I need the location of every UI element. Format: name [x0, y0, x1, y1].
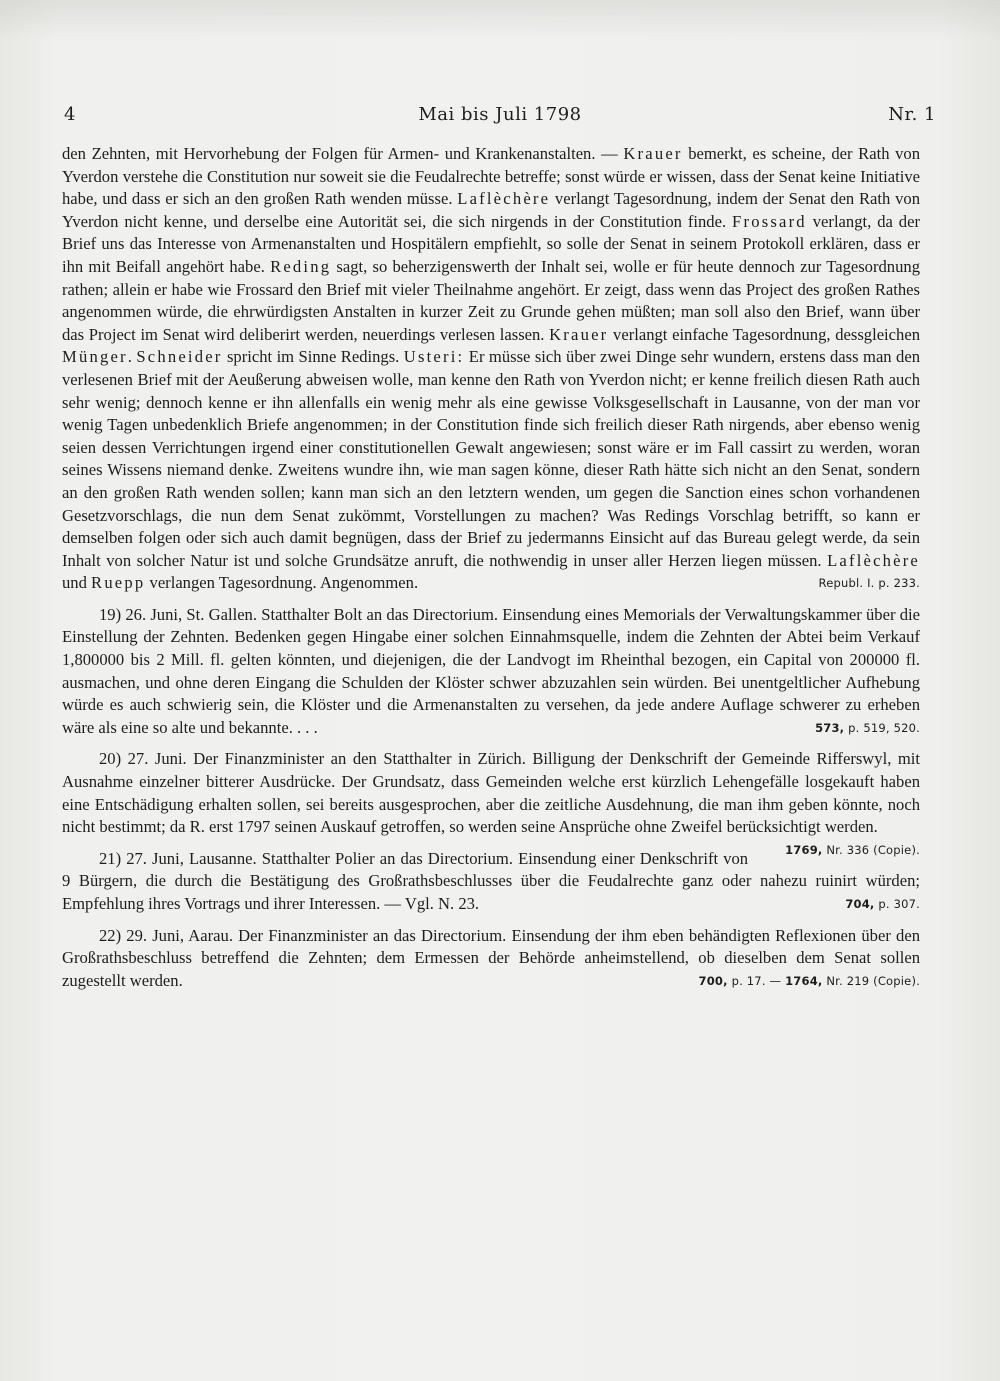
body-text [62, 143, 920, 992]
entry-19 [62, 604, 920, 740]
speaker-name: Frossard [732, 211, 807, 231]
source-reference: 1769, Nr. 336 (Copie). [785, 842, 920, 857]
text-segment: sagt, so beherzigenswerth der Inhalt sei, wolle er für heute dennoch zur Tagesordnung rathen; allein er habe wie Frossard den Brief mit vieler Theilnahme angehört. Er zeigt, dass wenn das Project des großen Rathes angenommen würde, die ehrwürdigsten Anstalten in kurzer Zeit zu Grunde gehen müßten; man soll also den Brief, wann über das Project im Senat wird deliberirt werden, neuerdings verlesen lassen. [62, 256, 920, 344]
speaker-name: Laflèchère [457, 189, 551, 209]
running-header [62, 104, 938, 128]
entry-20 [62, 748, 920, 857]
speaker-name: Münger [62, 347, 128, 367]
text-segment: den Zehnten, mit Hervorhebung der Folgen für Armen- und Krankenanstalten. — [62, 144, 624, 163]
page-number: 4 [64, 104, 76, 125]
speaker-name: Usteri: [403, 347, 465, 367]
source-reference: 700, p. 17. — 1764, Nr. 219 (Copie). [698, 973, 920, 988]
scan-shadow [0, 0, 1000, 40]
paragraph-senate-debate [62, 143, 920, 595]
speaker-name: Laflèchère [827, 550, 920, 570]
entry-text: 21) 27. Juni, Lausanne. Statthalter Polier an das Directorium. Einsendung einer Denkschrift von 9 Bürgern, die durch die Bestätigung des Großrathsbeschlusses über die Feudalrechte ganz oder nahezu ruinirt würden; Empfehlung ihres Vortrags und ihrer Interessen. — Vgl. N. 23. [62, 848, 920, 913]
speaker-name: Schneider [136, 347, 223, 367]
running-title: Mai bis Juli 1798 [418, 104, 582, 125]
section-number: Nr. 1 [888, 104, 936, 125]
source-reference: Republ. I. p. 233. [818, 576, 920, 591]
source-reference: 704, p. 307. [845, 897, 920, 911]
text-segment: verlangt einfache Tagesordnung, dessgleichen [608, 324, 920, 344]
text-segment: verlangt Tagesordnung, indem der Senat den Rath von Yverdon nicht kenne, und derselbe eine Autorität sei, die sich nirgends in der Constitution finde. [62, 189, 920, 231]
text-segment: . [127, 347, 137, 367]
entry-text: 22) 29. Juni, Aarau. Der Finanzminister an das Directorium. Einsendung der ihm eben behändigten Reflexionen über den Großrathsbeschluss betreffend die Zehnten; dem Ermessen der Behörde anheimstellend, ob dieselben dem Senat sollen zugestellt werden. [62, 925, 920, 990]
speaker-name: Krauer [549, 324, 609, 344]
entry-text: 19) 26. Juni, St. Gallen. Statthalter Bolt an das Directorium. Einsendung eines Memorials der Verwaltungskammer über die Einstellung der Zehnten. Bedenken gegen Hingabe einer solchen Einnahmsquelle, indem die Zehnten der Abtei beim Verkauf 1,800000 bis 2 Mill. fl. gelten könnten, und diejenigen, die der Landvogt im Rheinthal bezogen, ein Capital von 200000 fl. ausmachen, und ohne deren Eingang die Schulden der Klöster schwer abzuzahlen sein würden. Bei unentgeltlicher Aufhebung würde es auch schwierig sein, die Klöster und die Armenanstalten zu versehen, da jede andere Auflage schwerer zu erheben wäre als eine so alte und bekannte. . . . [62, 604, 920, 737]
text-segment: und [62, 573, 92, 593]
entry-text: 20) 27. Juni. Der Finanzminister an den Statthalter in Zürich. Billigung der Denkschrift der Gemeinde Rifferswyl, mit Ausnahme einzelner bitterer Ausdrücke. Der Grundsatz, dass Gemeinden welche erst kürzlich Lehengefälle losgekauft haben eine Entschädigung erhalten sollen, sei bereits ausgesprochen, aber die zeitliche Ausdehnung, die man ihm geben könnte, noch nicht bestimmt; da R. erst 1797 seinen Auskauf getroffen, so werden seine Ansprüche ohne Zweifel berücksichtigt werden. [62, 749, 920, 837]
speaker-name: Krauer [623, 144, 683, 163]
text-segment: verlangt, da der Brief uns das Interesse von Armenanstalten und Hospitälern empfiehlt, so solle der Senat in seinem Protokoll erklären, dass er ihn mit Beifall angehört habe. [62, 211, 920, 276]
speaker-name: Ruepp [91, 573, 146, 593]
text-segment: verlangen Tagesordnung. Angenommen. [145, 573, 419, 593]
text-segment: Er müsse sich über zwei Dinge sehr wundern, erstens dass man den verlesenen Brief mit der Aeußerung abweisen wolle, man kenne den Rath von Yverdon nicht; er kenne freilich diesen Rath auch sehr wenig; dennoch kenne er ihn allenfalls ein wenig mehr als eine gewisse Volksgesellschaft in Lausanne, von der man vor wenig Tagen unbedenklich Briefe angenommen; in der Constitution finde sich freilich dieser Rath nirgends, aber ebenso wenig seien dessen Verrichtungen irgend einer constitutionellen Gewalt angewiesen; sonst wäre er im Fall cassirt zu werden, woran seines Wissens niemand denke. Zweitens wundre ihn, wie man sagen könne, dieser Rath hätte sich nicht an den Senat, sondern an den großen Rath wenden sollen; kann man sich an den letztern wenden, um gegen die Sanction eines schon vorhandenen Gesetzvorschlags, die nun dem Senat zukömmt, Vorstellungen zu machen? Was Redings Vorschlag betrifft, so kann er demselben folgen oder sich auch damit begnügen, dass der Brief zu jedermanns Einsicht auf das Bureau gelegt werde, da sein Inhalt von solcher Natur ist und solche Grundsätze anruft, die nothwendig in unser aller Herzen liegen müssen. [62, 347, 921, 570]
text-segment: spricht im Sinne Redings. [222, 347, 404, 367]
entry-22 [62, 925, 920, 993]
text-segment: bemerkt, es scheine, der Rath von Yverdon verstehe die Constitution nur soweit sie die Feudalrechte betreffe; sonst würde er wissen, dass der Senat keine Initiative habe, und dass er sich an den großen Rath wenden müsse. [62, 144, 920, 209]
speaker-name: Reding [270, 256, 332, 276]
source-reference: 573, p. 519, 520. [815, 720, 920, 735]
